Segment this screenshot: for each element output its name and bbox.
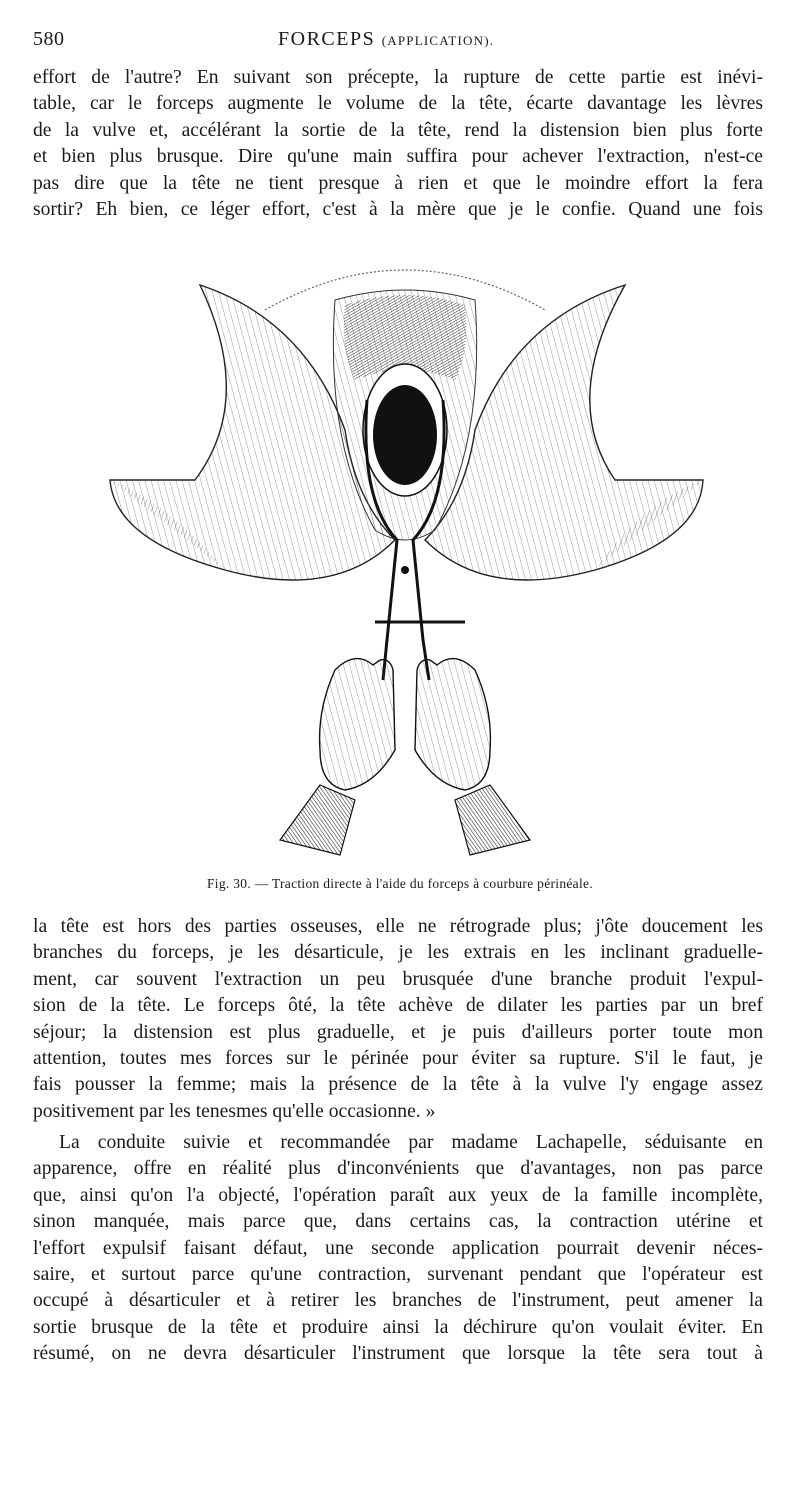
- forceps-illustration: [105, 240, 705, 870]
- text-line: et bien plus brusque. Dire qu'une main suffira pour achever l'extraction, n'est-ce: [33, 146, 763, 168]
- right-hand: [415, 659, 530, 855]
- text-line: séjour; la distension est plus graduelle, et je puis d'ailleurs porter toute mon: [33, 1021, 763, 1043]
- text-line: fais pousser la femme; mais la présence de la tête à la vulve l'y engage assez: [33, 1074, 763, 1096]
- text-line: sortie brusque de la tête et produire ainsi la déchirure qu'on voulait éviter. En: [33, 1316, 763, 1338]
- text-line: pas dire que la tête ne tient presque à rien et que le moindre effort la fera: [33, 172, 763, 194]
- text-line: positivement par les tenesmes qu'elle occasionne. »: [33, 1100, 436, 1122]
- text-line: La conduite suivie et recommandée par madame Lachapelle, séduisante en: [59, 1132, 763, 1153]
- text-line: attention, toutes mes forces sur le périnée pour éviter sa rupture. S'il le faut, je: [33, 1048, 763, 1070]
- text-line: la tête est hors des parties osseuses, elle ne rétrograde plus; j'ôte doucement les: [33, 916, 763, 937]
- running-header: [33, 28, 773, 58]
- running-title-main: FORCEPS: [278, 28, 376, 50]
- text-line: que, ainsi qu'on l'a objecté, l'opération paraît aux yeux de la famille incomplète,: [33, 1184, 763, 1206]
- text-line: branches du forceps, je les désarticule, je les extrais en les inclinant graduelle-: [33, 942, 763, 964]
- text-line: effort de l'autre? En suivant son précepte, la rupture de cette partie est inévi-: [33, 67, 763, 88]
- figure-caption: Fig. 30. — Traction directe à l'aide du forceps à courbure périnéale.: [206, 876, 593, 891]
- running-title-sub: (APPLICATION).: [381, 33, 495, 48]
- text-line: sortir? Eh bien, ce léger effort, c'est à la mère que je le confie. Quand une fois: [33, 199, 763, 221]
- text-line: occupé à désarticuler et à retirer les branches de l'instrument, peut amener la: [33, 1290, 763, 1312]
- paragraph-lachapelle: [33, 1130, 763, 1368]
- page-number: 580: [33, 28, 65, 50]
- text-line: ment, car souvent l'extraction un peu brusquée d'une branche produit l'expul-: [33, 968, 763, 990]
- text-line: résumé, on ne devra désarticuler l'instrument que lorsque la tête sera tout à: [33, 1343, 763, 1365]
- text-line: table, car le forceps augmente le volume de la tête, écarte davantage les lèvres: [33, 93, 763, 115]
- text-line: de la vulve et, accélérant la sortie de la tête, rend la distension bien plus forte: [33, 119, 763, 141]
- left-hand: [280, 659, 395, 855]
- text-line: sion de la tête. Le forceps ôté, la tête achève de dilater les parties par un bref: [33, 995, 763, 1017]
- paragraph-quote-end: [33, 914, 763, 1125]
- running-title: [278, 28, 494, 51]
- text-line: saire, et surtout parce qu'une contraction, survenant pendant que l'opérateur est: [33, 1264, 763, 1286]
- paragraph-continuation: [33, 65, 763, 223]
- text-line: apparence, offre en réalité plus d'inconvénients que d'avantages, non pas parce: [33, 1158, 763, 1180]
- text-line: l'effort expulsif faisant défaut, une seconde application pourrait devenir néces-: [33, 1237, 763, 1259]
- text-line: sinon manquée, mais parce que, dans certains cas, la contraction utérine et: [33, 1211, 763, 1233]
